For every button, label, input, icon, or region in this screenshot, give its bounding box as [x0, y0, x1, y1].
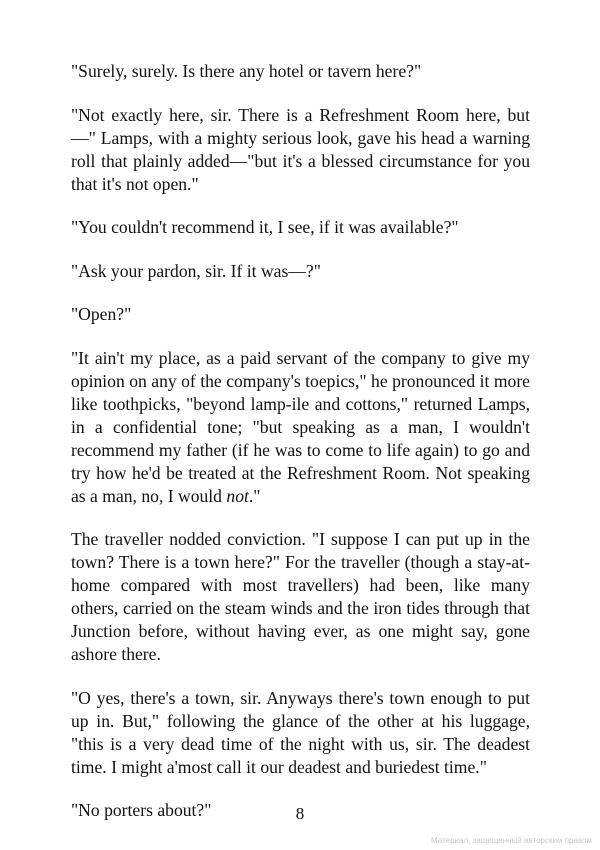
- paragraph-text: .": [248, 485, 261, 506]
- paragraph: [71, 347, 530, 508]
- paragraph: "You couldn't recommend it, I see, if it was available?": [71, 217, 459, 237]
- page-body: [71, 60, 530, 843]
- copyright-watermark: Материал, защищенный авторским правом: [431, 836, 592, 845]
- paragraph: "O yes, there's a town, sir. Anyways there's town enough to put up in. But," following the glance of the other at his luggage, "this is a very dead time of the night with us, sir. The deadest time. I might a'most call it our deadest and buriedest time.": [71, 687, 530, 777]
- paragraph: "Not exactly here, sir. There is a Refreshment Room here, but—" Lamps, with a mighty serious look, gave his head a warning roll that plainly added—"but it's a blessed circumstance for you that it's not open.": [71, 104, 530, 194]
- paragraph: The traveller nodded conviction. "I suppose I can put up in the town? There is a town here?" For the traveller (though a stay-at-home compared with most travellers) had been, like many others, carried on the steam winds and the iron tides through that Junction before, without having ever, as one might say, gone ashore there.: [71, 529, 530, 664]
- page-number: 8: [295, 804, 305, 823]
- paragraph-text: "It ain't my place, as a paid servant of the company to give my opinion on any of the company's toepics," he pronounced it more like toothpicks, "beyond lamp-ile and cottons," returned Lamps, in a confidential tone; "but speaking as a man, I wouldn't recommend my father (if he was to come to life again) to go and try how he'd be treated at the Refreshment Room. Not speaking as a man, no, I would: [71, 347, 530, 506]
- paragraph: "Ask your pardon, sir. If it was—?": [71, 260, 321, 281]
- paragraph: "Open?": [71, 304, 132, 324]
- emphasis-text: not: [226, 485, 249, 506]
- paragraph: "No porters about?": [71, 800, 212, 820]
- paragraph: "Surely, surely. Is there any hotel or tavern here?": [71, 61, 422, 81]
